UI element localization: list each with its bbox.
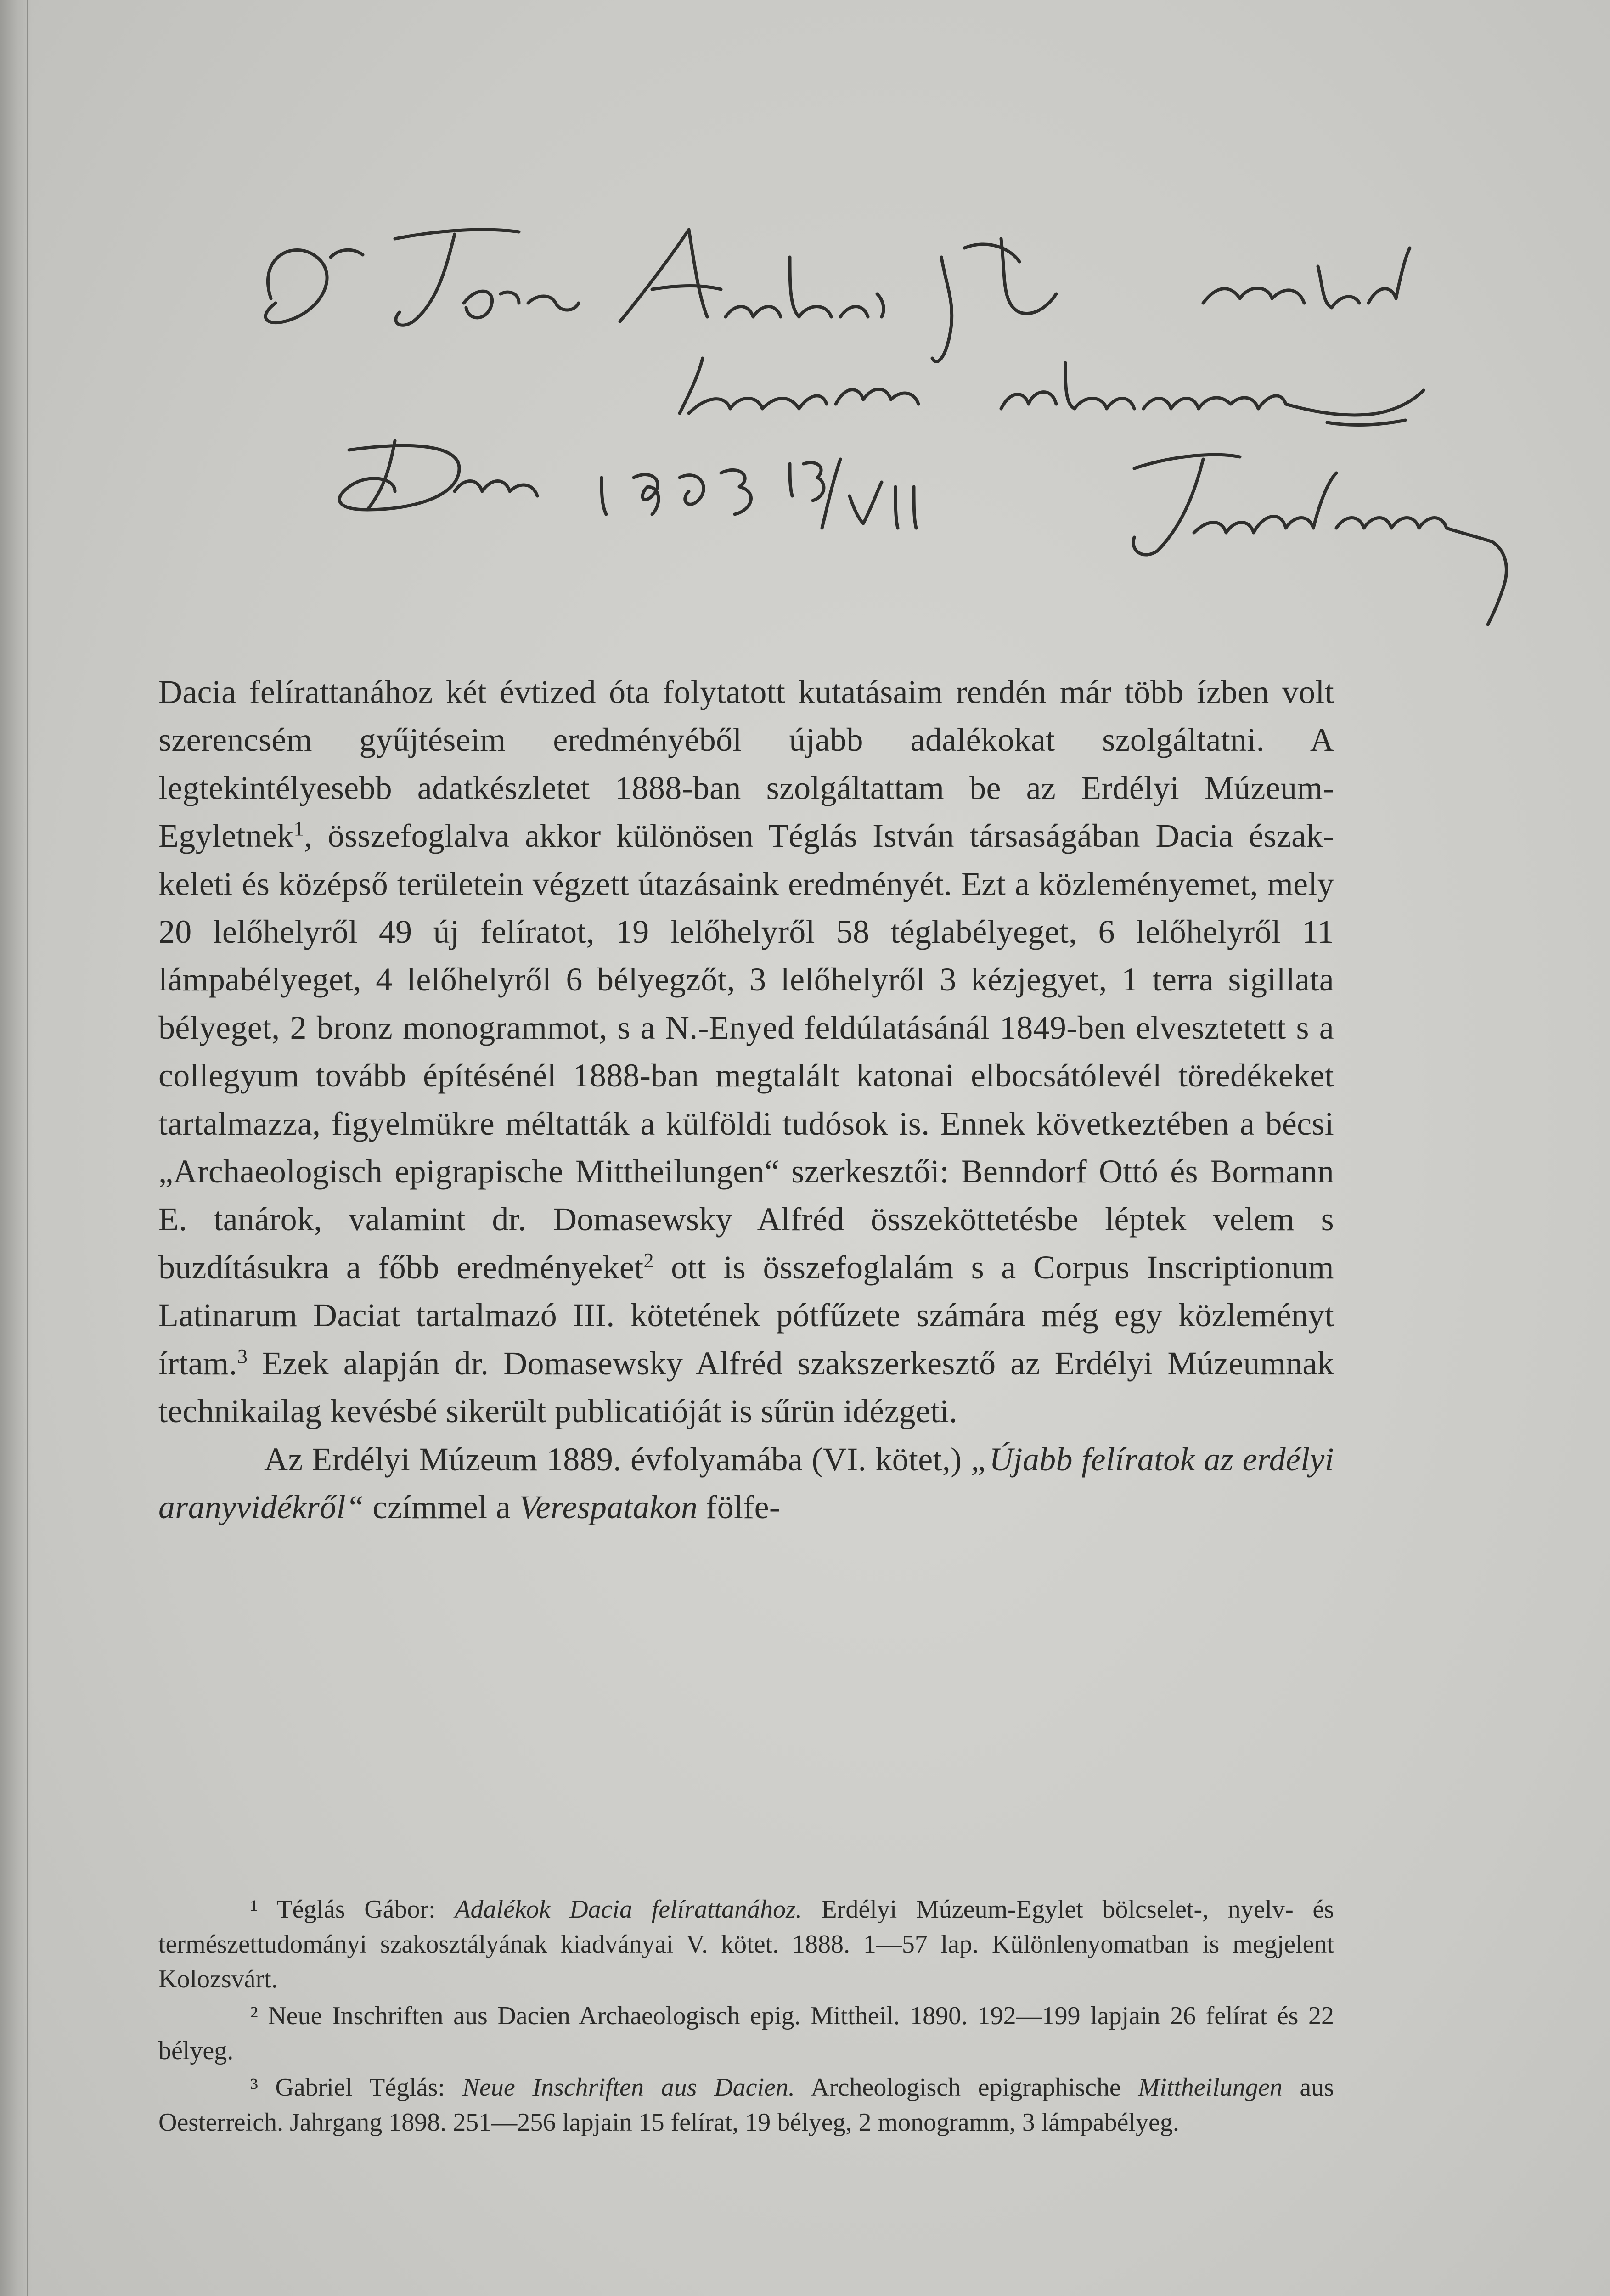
text-run: fölfe- bbox=[698, 1488, 781, 1525]
handwriting-signature bbox=[1133, 455, 1506, 625]
footnotes bbox=[158, 1892, 1334, 2142]
footnote bbox=[158, 1892, 1334, 1997]
handwriting-szeretettel bbox=[1203, 248, 1410, 308]
paragraph bbox=[158, 1435, 1334, 1531]
handwriting-day bbox=[790, 459, 916, 528]
text-run: Ezek alapján dr. Domasewsky Alfréd szakszerkesztő az Erdélyi Múzeumnak technikailag kevésbé sikerült publicatióját is sűrün idézgeti. bbox=[158, 1345, 1334, 1430]
italic-run: Neue Inschriften aus Dacien. bbox=[462, 2073, 795, 2102]
footnote bbox=[158, 2070, 1334, 2140]
italic-run: Verespatakon bbox=[519, 1488, 698, 1525]
italic-run: „Újabb felíratok az erdélyi aranyvidékről“ bbox=[158, 1441, 1334, 1525]
footnote-marker: 2 bbox=[643, 1249, 654, 1272]
italic-run: Adalékok Dacia felírattanához. bbox=[455, 1895, 802, 1924]
handwriting-year bbox=[602, 470, 751, 514]
handwriting-andras bbox=[620, 230, 884, 321]
handwriting-drawing bbox=[0, 0, 1610, 643]
text-run: Archeologisch epigraphische bbox=[794, 2073, 1138, 2102]
footnote-marker: 3 bbox=[237, 1345, 248, 1367]
text-run: Erdélyi Múzeum-Egylet bölcselet-, nyelv- és természettudományi szakosztályának kiadványai V. kötet. 1888. 1—57 lap. Különlenyomatban is megjelent Kolozsvárt. bbox=[158, 1895, 1334, 1993]
handwriting-torma bbox=[395, 230, 579, 325]
body-text bbox=[158, 668, 1334, 1531]
handwriting-dr bbox=[265, 250, 363, 322]
text-run: aus Oesterreich. Jahrgang 1898. 251—256 lapjain 15 felírat, 19 bélyeg, 2 monogramm, 3 lámpabélyeg. bbox=[158, 2073, 1334, 2137]
handwriting-igaz bbox=[932, 239, 1056, 362]
text-run: czímmel a bbox=[364, 1488, 519, 1525]
footnote-marker: 1 bbox=[293, 817, 304, 840]
handwriting-deva bbox=[339, 441, 537, 510]
text-run: ¹ Téglás Gábor: bbox=[250, 1895, 455, 1924]
text-run: ³ Gabriel Téglás: bbox=[250, 2073, 462, 2102]
text-run: ² Neue Inschriften aus Dacien Archaeologisch epig. Mittheil. 1890. 192—199 lapjain 26 felírat és 22 bélyeg. bbox=[158, 2002, 1334, 2065]
footnote bbox=[158, 1998, 1334, 2068]
text-run: , összefoglalva akkor különösen Téglás István társaságában Dacia észak-keleti és középső területein végzett útazásaink eredményét. Ezt a közleményemet, mely 20 lelőhelyről 49 új felíratot, 19 lelőhelyről 58 téglabélyeget, 6 lelőhelyről 11 lámpabélyeget, 4 lelőhelyről 6 bélyegzőt, 3 lelőhelyről 3 kézjegyet, 1 terra sigillata bélyeget, 2 bronz monogrammot, s a N.-Enyed feldúlatásánál 1849-ben elvesztetett s a collegyum tovább építésénél 1888-ban megtalált katonai elbocsátólevél töredékeket tartalmazza, figyelmükre méltatták a külföldi tudósok is. Ennek következtében a bécsi „Archaeologisch epigrapische Mittheilungen“ szerkesztői: Benndorf Ottó és Bormann E. tanárok, valamint dr. Domasewsky Alfréd összeköttetésbe léptek velem s buzdításukra a főbb eredményeket bbox=[158, 817, 1334, 1286]
handwriting-line2-word1 bbox=[680, 358, 918, 413]
handwriting-udvozlettel bbox=[1001, 363, 1424, 425]
text-run: Az Erdélyi Múzeum 1889. évfolyamába (VI. kötet,) bbox=[264, 1441, 971, 1478]
handwritten-dedication bbox=[0, 0, 1610, 643]
paragraph bbox=[158, 668, 1334, 1435]
italic-run: Mittheilungen bbox=[1138, 2073, 1283, 2102]
text-run: ott is összefoglalám s a Corpus Inscriptionum Latinarum Daciat tartalmazó III. kötetének pótfűzete számára még egy közleményt írtam. bbox=[158, 1249, 1334, 1382]
text-run: Dacia felírattanához két évtized óta folytatott kutatásaim rendén már több ízben volt szerencsém gyűjtéseim eredményéből újabb adalékokat szolgáltatni. A legtekintélyesebb adatkészletet 1888-ban szolgáltattam be az Erdélyi Múzeum-Egyletnek bbox=[158, 674, 1334, 855]
